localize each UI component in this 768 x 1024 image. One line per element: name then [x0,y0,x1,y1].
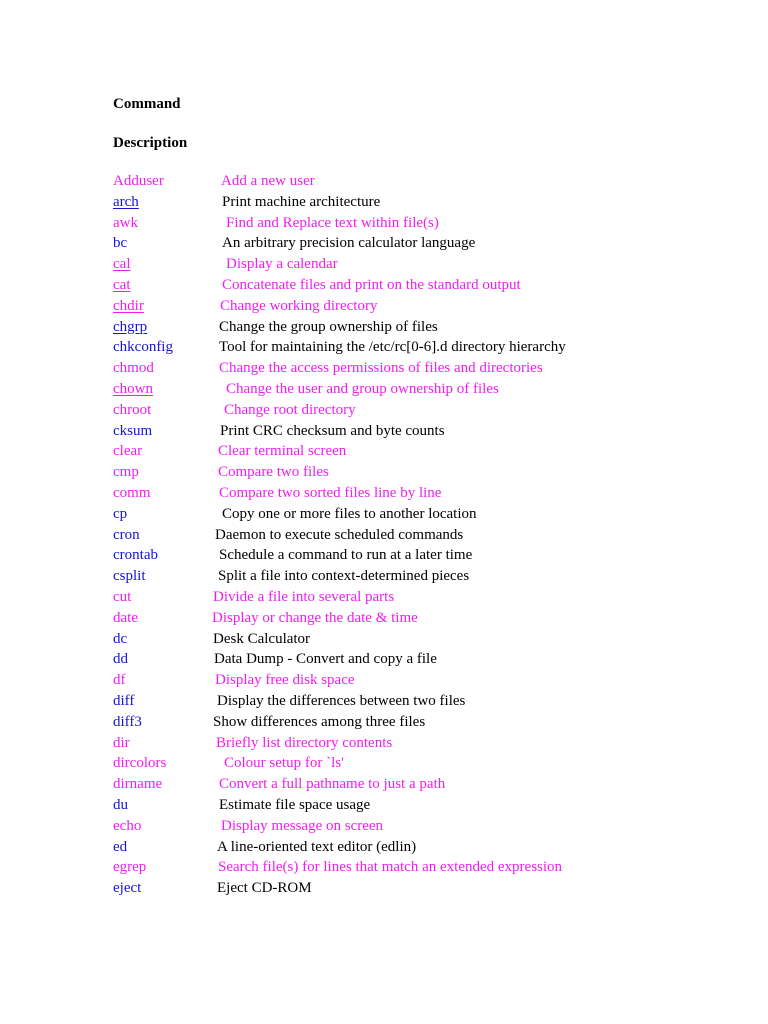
command-description: Search file(s) for lines that match an extended expression [218,859,563,876]
command-description: Display the differences between two files [217,693,466,709]
command-name: chmod [113,360,154,377]
command-link[interactable]: arch [113,193,139,210]
command-row [0,276,768,296]
command-row [0,338,768,358]
command-row [0,463,768,483]
command-heading: Command [113,96,181,112]
command-description: Schedule a command to run at a later time [219,547,473,564]
command-description: Eject CD-ROM [217,880,312,897]
command-row [0,546,768,566]
command-link[interactable]: cat [113,277,131,293]
command-description: Estimate file space usage [219,797,371,813]
command-row [0,505,768,525]
command-name: comm [113,485,151,501]
command-row [0,838,768,858]
command-name: clear [113,443,143,460]
command-description: Colour setup for `ls' [224,755,344,772]
command-link[interactable]: chdir [113,297,144,314]
command-row [0,858,768,878]
command-row [0,817,768,837]
command-row [0,442,768,462]
command-link[interactable]: chown [113,381,153,397]
command-description: Change the group ownership of files [219,318,438,335]
command-name: bc [113,235,128,252]
command-name: dd [113,651,128,668]
command-description: Show differences among three files [213,713,426,730]
command-description: Add a new user [221,173,315,189]
command-description: Display a calendar [226,256,338,273]
command-row [0,713,768,733]
command-row [0,422,768,442]
command-description: Split a file into context-determined pieces [218,568,470,585]
command-row [0,775,768,795]
command-row [0,567,768,587]
command-row [0,172,768,192]
command-description: Display or change the date & time [212,609,418,626]
command-row [0,692,768,712]
command-row [0,734,768,754]
command-row [0,193,768,213]
command-description: Daemon to execute scheduled commands [215,526,464,543]
command-name: awk [113,214,138,231]
command-description: Compare two sorted files line by line [219,485,442,501]
command-row [0,754,768,774]
command-name: dir [113,734,130,751]
command-description: Clear terminal screen [218,443,347,460]
command-name: du [113,797,128,813]
command-link[interactable]: cal [113,256,131,273]
command-name: diff3 [113,713,142,730]
command-row [0,796,768,816]
command-description: A line-oriented text editor (edlin) [217,838,417,855]
command-row [0,879,768,899]
command-name: csplit [113,568,146,585]
command-description: Divide a file into several parts [213,589,395,605]
command-description: An arbitrary precision calculator language [222,235,476,252]
command-description: Compare two files [218,464,329,481]
command-name: cp [113,505,128,522]
command-name: echo [113,817,142,834]
command-name: dircolors [113,755,167,772]
command-row [0,650,768,670]
command-name: diff [113,693,135,709]
command-row [0,214,768,234]
command-description: Change working directory [220,297,378,314]
command-name: crontab [113,547,158,564]
command-row [0,401,768,421]
command-row [0,359,768,379]
command-description: Change the user and group ownership of files [226,381,499,397]
command-name: eject [113,880,142,897]
command-row [0,609,768,629]
command-name: dirname [113,776,163,793]
command-row [0,526,768,546]
command-description: Change root directory [224,401,356,418]
command-description: Print machine architecture [222,193,381,210]
command-description: Briefly list directory contents [216,734,393,751]
command-name: ed [113,838,128,855]
command-name: dc [113,630,128,647]
command-row [0,484,768,504]
command-name: chkconfig [113,339,173,356]
command-row [0,671,768,691]
command-link[interactable]: chgrp [113,318,148,335]
command-description: Concatenate files and print on the standard output [222,277,521,293]
command-description: Change the access permissions of files and directories [219,360,543,377]
command-name: cut [113,589,132,605]
command-description: Display message on screen [221,817,384,834]
command-name: date [113,609,138,626]
command-name: cksum [113,422,153,439]
command-description: Desk Calculator [213,630,311,647]
command-description: Convert a full pathname to just a path [219,776,446,793]
command-description: Display free disk space [215,672,355,689]
command-name: df [113,672,126,689]
command-name: chroot [113,401,152,418]
command-description: Print CRC checksum and byte counts [220,422,445,439]
command-description: Find and Replace text within file(s) [226,214,439,231]
command-row [0,255,768,275]
command-name: cmp [113,464,139,481]
command-description: Tool for maintaining the /etc/rc[0-6].d directory hierarchy [219,339,566,356]
command-row [0,297,768,317]
command-description: Data Dump - Convert and copy a file [214,651,437,668]
command-row [0,380,768,400]
command-description: Copy one or more files to another location [222,505,477,522]
description-heading: Description [113,135,188,151]
command-name: egrep [113,859,147,876]
command-row [0,318,768,338]
command-row [0,234,768,254]
command-row [0,588,768,608]
command-name: Adduser [113,173,164,189]
command-name: cron [113,526,140,543]
command-row [0,630,768,650]
